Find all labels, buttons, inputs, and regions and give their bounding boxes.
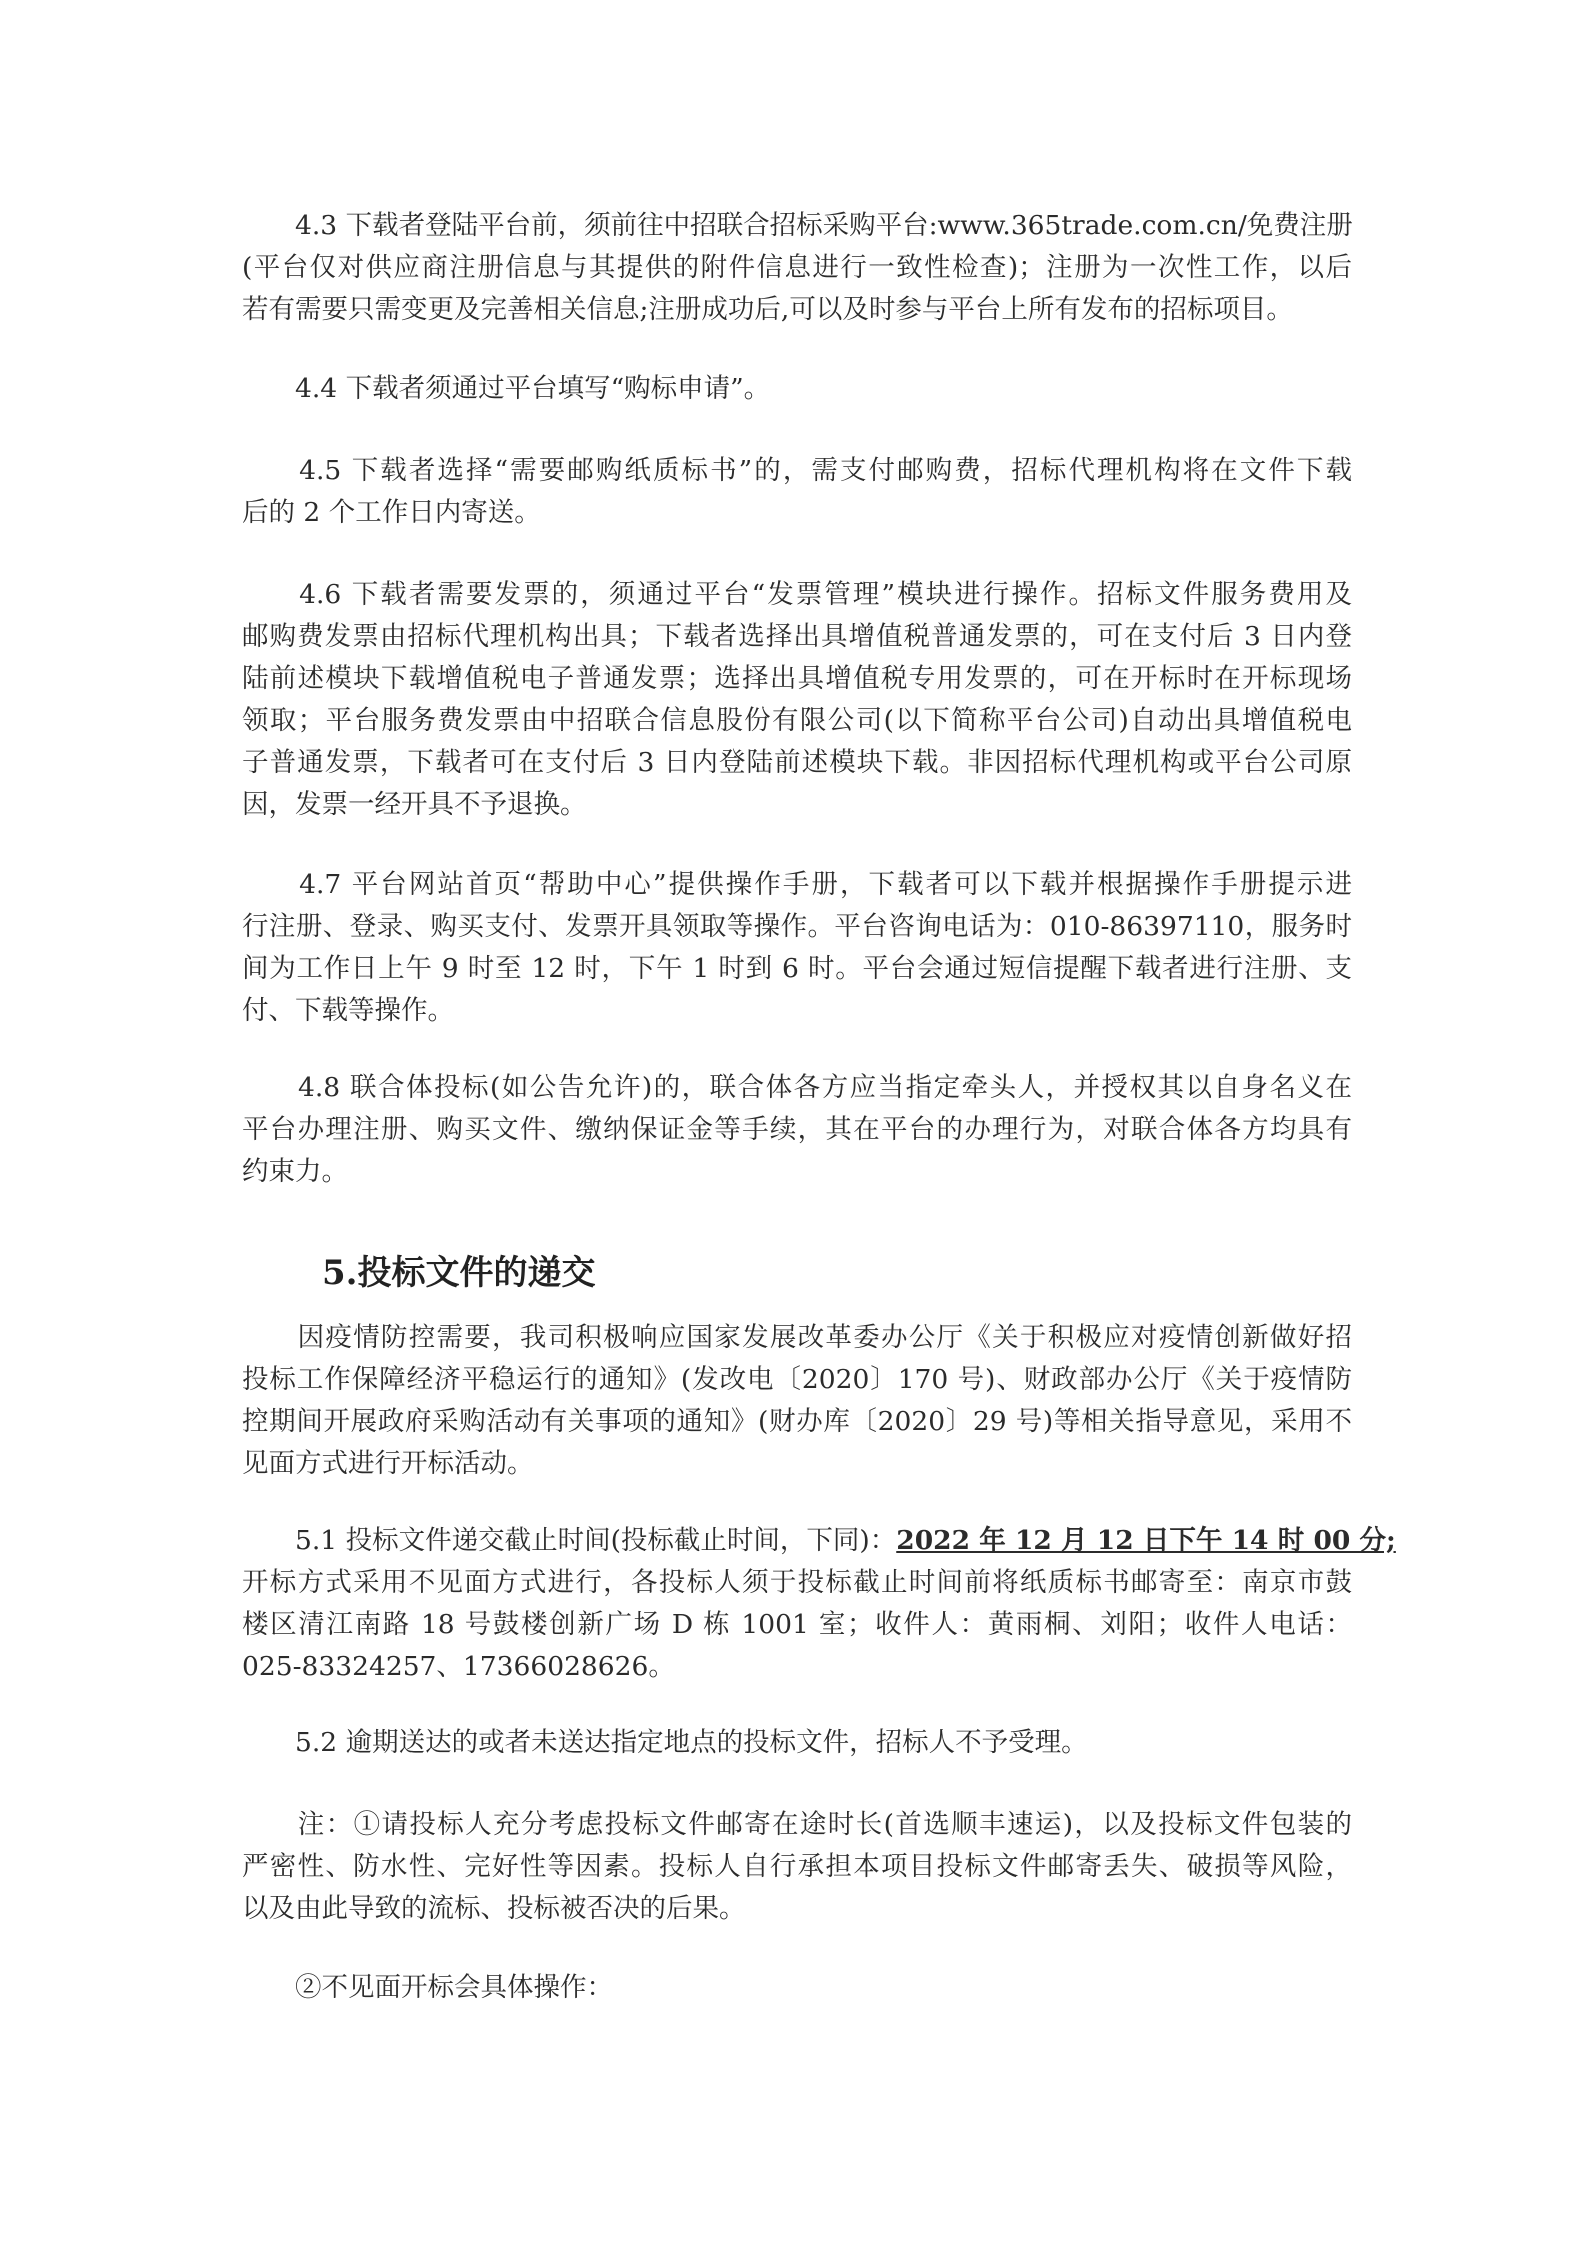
text-line: 控期间开展政府采购活动有关事项的通知》(财办库〔2020〕29 号)等相关指导意见，采用不 (242, 1406, 1352, 1437)
text-line: 4.7 平台网站首页“帮助中心”提供操作手册，下载者可以下载并根据操作手册提示进 (242, 869, 1352, 900)
text-line: 后的 2 个工作日内寄送。 (242, 497, 541, 528)
paragraph-4-5 (242, 450, 1352, 534)
text-line: 025-83324257、17366028626。 (242, 1651, 675, 1682)
text-line: 严密性、防水性、完好性等因素。投标人自行承担本项目投标文件邮寄丢失、破损等风险， (242, 1851, 1352, 1882)
text-line: 子普通发票，下载者可在支付后 3 日内登陆前述模块下载。非因招标代理机构或平台公司原 (242, 747, 1352, 778)
section-5-heading: 5.投标文件的递交 (322, 1253, 596, 1293)
text-line: 间为工作日上午 9 时至 12 时，下午 1 时到 6 时。平台会通过短信提醒下载者进行注册、支 (242, 953, 1352, 984)
text-line: 因，发票一经开具不予退换。 (242, 789, 587, 820)
text-line: 若有需要只需变更及完善相关信息;注册成功后,可以及时参与平台上所有发布的招标项目。 (242, 294, 1293, 325)
paragraph-5-intro (242, 1317, 1352, 1485)
text-line: 平台办理注册、购买文件、缴纳保证金等手续，其在平台的办理行为，对联合体各方均具有 (242, 1114, 1352, 1145)
text-line (242, 1520, 1396, 1562)
text-line: 领取；平台服务费发票由中招联合信息股份有限公司(以下简称平台公司)自动出具增值税电 (242, 705, 1352, 736)
text-line: 付、下载等操作。 (242, 995, 454, 1026)
text-line: 投标工作保障经济平稳运行的通知》(发改电〔2020〕170 号)、财政部办公厅《关于疫情防 (242, 1364, 1352, 1395)
text-line: (平台仅对供应商注册信息与其提供的附件信息进行一致性检查)；注册为一次性工作，以后 (242, 252, 1352, 283)
paragraph-4-3 (242, 205, 1352, 331)
text-line: 5.2 逾期送达的或者未送达指定地点的投标文件，招标人不予受理。 (242, 1727, 1088, 1758)
text-line: 4.5 下载者选择“需要邮购纸质标书”的，需支付邮购费，招标代理机构将在文件下载 (242, 455, 1352, 486)
text-line: 注：①请投标人充分考虑投标文件邮寄在途时长(首选顺丰速运)，以及投标文件包装的 (242, 1809, 1352, 1840)
deadline-lead: 5.1 投标文件递交截止时间(投标截止时间，下同)： (242, 1525, 897, 1556)
submission-deadline: 2022 年 12 月 12 日下午 14 时 00 分; (896, 1525, 1396, 1556)
paragraph-4-8 (242, 1067, 1352, 1193)
text-line: 行注册、登录、购买支付、发票开具领取等操作。平台咨询电话为：010-86397110，服务时 (242, 911, 1352, 942)
paragraph-note-2 (242, 1967, 1352, 2009)
text-line: 见面方式进行开标活动。 (242, 1448, 534, 1479)
text-line: 楼区清江南路 18 号鼓楼创新广场 D 栋 1001 室；收件人：黄雨桐、刘阳；收件人电话： (242, 1609, 1352, 1640)
text-line: 约束力。 (242, 1156, 348, 1187)
text-line: 邮购费发票由招标代理机构出具；下载者选择出具增值税普通发票的，可在支付后 3 日内登 (242, 621, 1352, 652)
paragraph-5-2 (242, 1722, 1352, 1764)
text-line: 因疫情防控需要，我司积极响应国家发展改革委办公厅《关于积极应对疫情创新做好招 (242, 1322, 1352, 1353)
paragraph-4-7 (242, 864, 1352, 1032)
paragraph-5-1 (242, 1520, 1396, 1688)
paragraph-4-4 (242, 368, 1352, 410)
text-line: 4.8 联合体投标(如公告允许)的，联合体各方应当指定牵头人，并授权其以自身名义在 (242, 1072, 1352, 1103)
text-line: 4.4 下载者须通过平台填写“购标申请”。 (242, 373, 771, 404)
text-line: 4.6 下载者需要发票的，须通过平台“发票管理”模块进行操作。招标文件服务费用及 (242, 579, 1352, 610)
text-line: 开标方式采用不见面方式进行，各投标人须于投标截止时间前将纸质标书邮寄至：南京市鼓 (242, 1567, 1352, 1598)
text-line: 陆前述模块下载增值税电子普通发票；选择出具增值税专用发票的，可在开标时在开标现场 (242, 663, 1352, 694)
text-line: 以及由此导致的流标、投标被否决的后果。 (242, 1893, 746, 1924)
paragraph-4-6 (242, 574, 1352, 826)
text-line: ②不见面开标会具体操作： (242, 1972, 613, 2003)
paragraph-note (242, 1804, 1352, 1930)
text-line: 4.3 下载者登陆平台前，须前往中招联合招标采购平台:www.365trade.com.cn/免费注册 (242, 210, 1353, 241)
